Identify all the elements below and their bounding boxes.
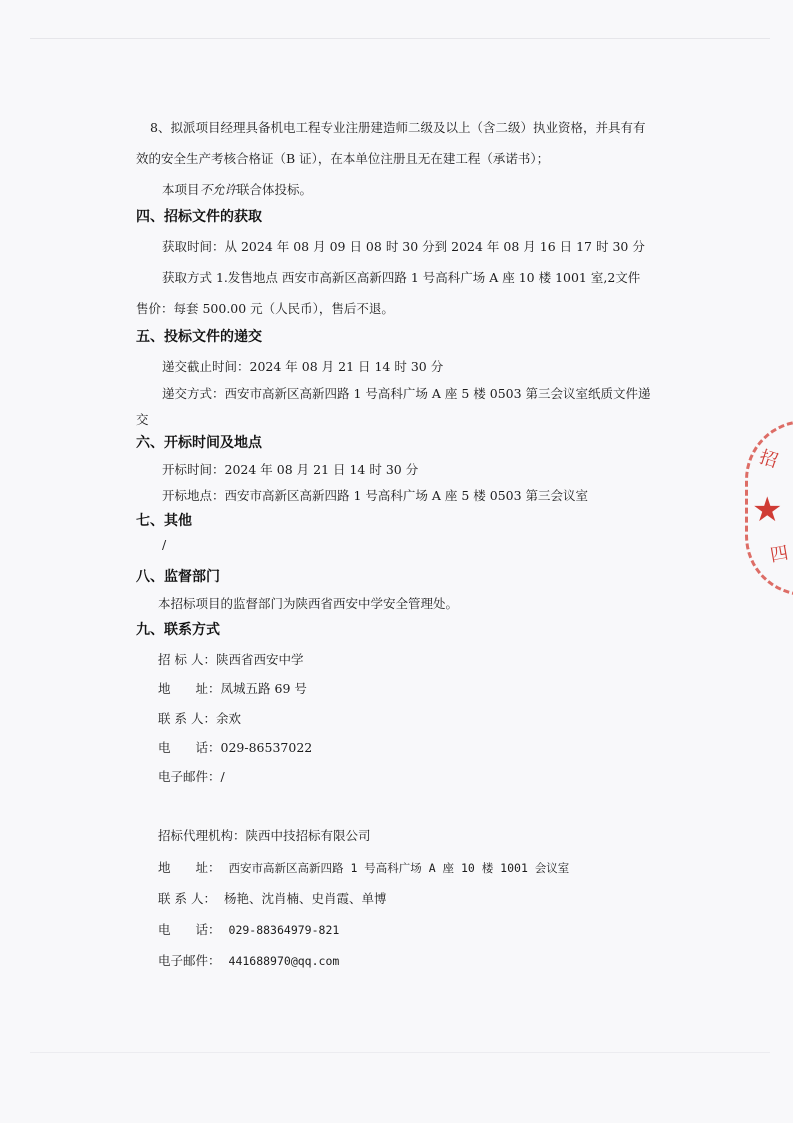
tenderer-row [158,650,303,668]
section5-title: 五、投标文件的递交 [136,329,262,345]
joint-bid-statement [162,180,312,198]
section7-content: / [162,537,167,552]
agency-row [158,826,371,844]
seal-text-top: 招 [756,446,781,473]
agency-address-value: 西安市高新区高新四路 1 号高科广场 A 座 10 楼 1001 会议室 [228,861,570,875]
email-label: 电子邮件： [158,769,221,784]
contact-label: 联 系 人： [158,711,216,726]
agency-value: 陕西中技招标有限公司 [245,828,371,843]
seal-text-bottom: 四 [768,542,790,567]
section8-title: 八、监督部门 [136,569,220,585]
item8-line1: 8、拟派项目经理具备机电工程专业注册建造师二级及以上（含二级）执业资格，并具有有 [150,120,646,135]
section4-method-line2: 售价：每套 500.00 元（人民币），售后不退。 [136,301,394,316]
section5-deadline: 递交截止时间：2024 年 08 月 21 日 14 时 30 分 [162,359,444,374]
agency-email-row [158,951,339,969]
agency-email-value: 441688970@qq.com [228,954,340,968]
section7-title: 七、其他 [136,513,192,529]
section4-method-line1: 获取方式 1.发售地点 西安市高新区高新四路 1 号高科广场 A 座 10 楼 1001 室,2文件 [162,270,641,285]
section6-time: 开标时间：2024 年 08 月 21 日 14 时 30 分 [162,462,419,477]
tenderer-label: 招 标 人： [158,652,216,667]
scan-edge-line-bottom [30,1052,770,1053]
phone-value: 029-86537022 [220,740,313,755]
seal-star-icon: ★ [752,490,783,530]
scan-edge-line [30,38,770,39]
section4-title: 四、招标文件的获取 [136,209,262,225]
joint-prefix: 本项目 [162,182,200,197]
section9-title: 九、联系方式 [136,622,220,638]
contact-row [158,709,241,727]
agency-phone-value: 029-88364979-821 [228,923,340,937]
section8-content: 本招标项目的监督部门为陕西省西安中学安全管理处。 [158,596,459,611]
agency-phone-row [158,920,339,938]
agency-address-label: 地 址： [158,860,221,875]
tenderer-value: 陕西省西安中学 [215,652,304,667]
email-value: / [220,769,225,784]
section5-method-line2: 交 [136,412,149,427]
email-row [158,767,225,785]
agency-contact-label: 联 系 人： [158,891,216,906]
joint-suffix: 联合体投标。 [237,182,313,197]
item8-line2: 效的安全生产考核合格证（B 证），在本单位注册且无在建工程（承诺书）； [136,151,550,166]
section5-method-line1: 递交方式：西安市高新区高新四路 1 号高科广场 A 座 5 楼 0503 第三会议室纸质文件递 [162,386,651,401]
agency-contact-row [158,889,386,907]
address-row [158,679,307,697]
agency-email-label: 电子邮件： [158,953,221,968]
address-label: 地 址： [158,681,221,696]
agency-contact-value: 杨艳、沈肖楠、史肖霞、单博 [223,891,387,906]
joint-italic: 不允许 [199,182,238,197]
section6-title: 六、开标时间及地点 [136,435,262,451]
section6-place: 开标地点：西安市高新区高新四路 1 号高科广场 A 座 5 楼 0503 第三会议室 [162,488,589,503]
contact-value: 余欢 [215,711,241,726]
section4-time: 获取时间：从 2024 年 08 月 09 日 08 时 30 分到 2024 年 08 月 16 日 17 时 30 分 [162,239,645,254]
agency-label: 招标代理机构： [158,828,246,843]
agency-address-row [158,858,569,876]
address-value: 凤城五路 69 号 [220,681,307,696]
agency-phone-label: 电 话： [158,922,221,937]
phone-row [158,738,312,756]
phone-label: 电 话： [158,740,221,755]
